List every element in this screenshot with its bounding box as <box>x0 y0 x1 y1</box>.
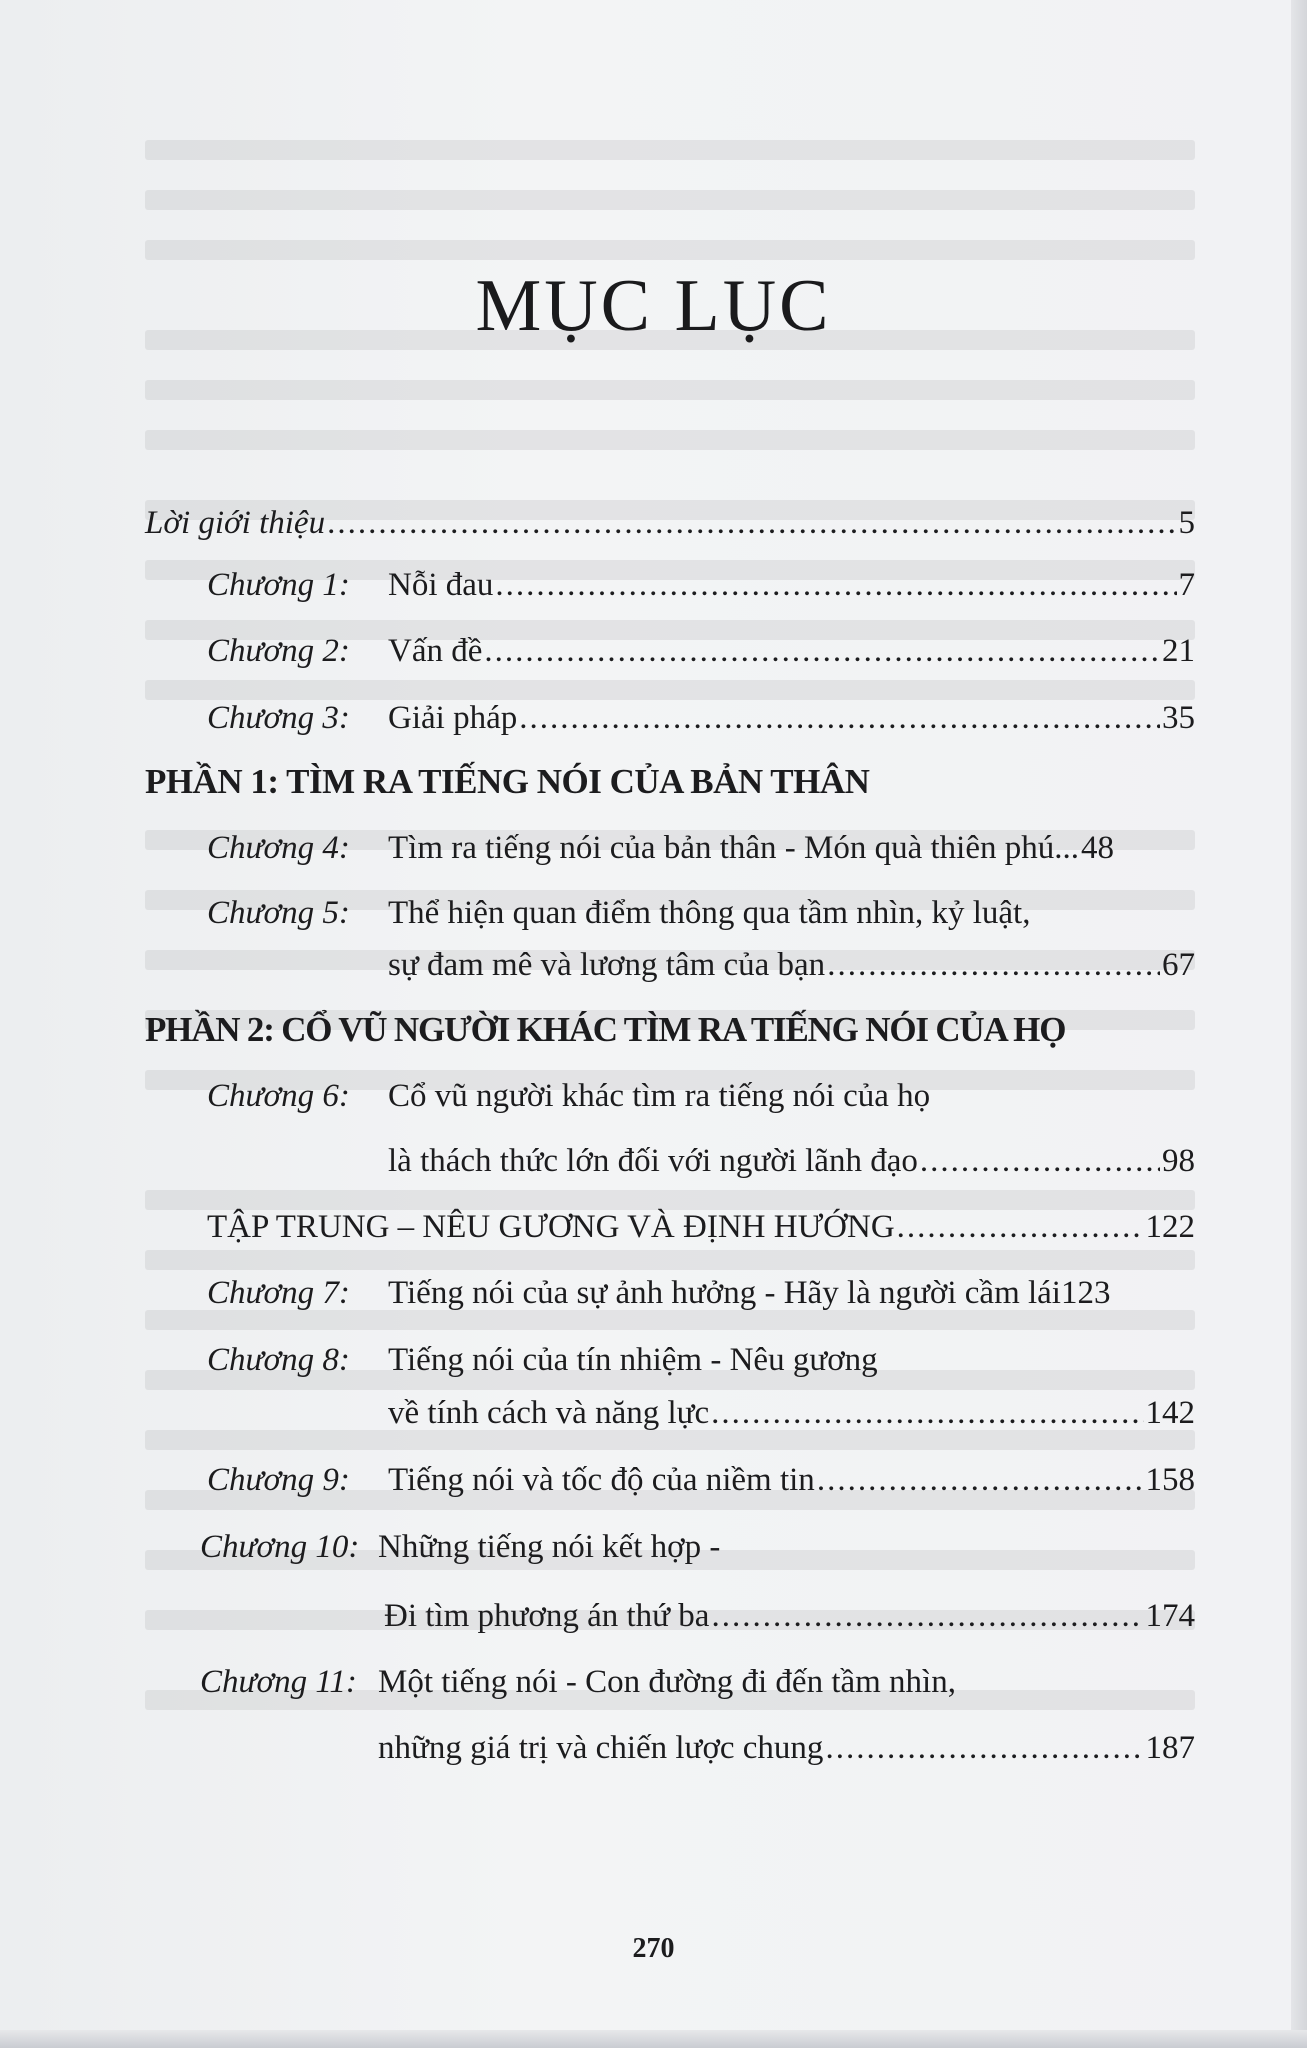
toc-entry-intro <box>145 502 1195 544</box>
toc-entry-line <box>388 1459 1195 1501</box>
part-heading: PHẦN 2: CỔ VŨ NGƯỜI KHÁC TÌM RA TIẾNG NÓI CỦA HỌ <box>145 1010 1066 1049</box>
toc-entry-line <box>388 564 1195 606</box>
chapter-label: Chương 8: <box>207 1342 350 1378</box>
toc-entry <box>145 892 1195 934</box>
toc-title: MỤC LỤC <box>475 265 832 347</box>
section-title: TẬP TRUNG – NÊU GƯƠNG VÀ ĐỊNH HƯỚNG <box>207 1209 895 1245</box>
toc-entry-title: Một tiếng nói - Con đường đi đến tầm nhìn, <box>378 1664 956 1700</box>
toc-entry-title-line2: về tính cách và năng lực <box>388 1395 710 1431</box>
toc-page-number: 187 <box>1145 1730 1195 1766</box>
toc-entry <box>145 1661 1195 1703</box>
toc-entry-title: Những tiếng nói kết hợp - <box>378 1529 721 1565</box>
leader-dots <box>519 697 1160 739</box>
toc-page-number: 123 <box>1060 1275 1111 1311</box>
chapter-label: Chương 6: <box>207 1078 350 1114</box>
toc-entry <box>145 827 1195 869</box>
chapter-label: Chương 10: <box>200 1529 360 1565</box>
page-bottom-edge <box>0 2030 1307 2048</box>
chapter-label: Chương 2: <box>207 633 350 669</box>
toc-entry-line <box>388 630 1195 672</box>
toc-entry-continuation <box>145 1392 1195 1434</box>
toc-entry-line <box>388 1140 1195 1182</box>
leader-dots <box>827 944 1160 986</box>
toc-entry-title: Vấn đề <box>388 633 483 669</box>
toc-entry <box>145 564 1195 606</box>
leader-dots <box>817 1459 1144 1501</box>
chapter-label: Chương 7: <box>207 1275 350 1311</box>
toc-page-number: 98 <box>1162 1143 1195 1179</box>
toc-entry-continuation <box>145 1727 1195 1769</box>
leader-dots <box>711 1595 1143 1637</box>
chapter-label: Chương 5: <box>207 895 350 931</box>
toc-page-number: 5 <box>1178 505 1195 541</box>
toc-entry-title-line2: Đi tìm phương án thứ ba <box>384 1598 710 1634</box>
toc-page-number: 21 <box>1162 633 1195 669</box>
chapter-label: Chương 4: <box>207 830 350 866</box>
toc-entry-title: Nỗi đau <box>388 567 494 603</box>
toc-page-number: 122 <box>1145 1209 1195 1245</box>
toc-section <box>145 1206 1195 1248</box>
toc-entry-line <box>388 827 1195 869</box>
toc-entry-line <box>145 502 1195 544</box>
toc-entry-title: Tiếng nói và tốc độ của niềm tin <box>388 1462 815 1498</box>
toc-entry <box>145 1272 1195 1314</box>
chapter-label: Chương 9: <box>207 1462 350 1498</box>
toc-entry-title: Giải pháp <box>388 700 518 736</box>
toc-entry-title: Tiếng nói của tín nhiệm - Nêu gương <box>388 1342 878 1378</box>
toc-page-number: 142 <box>1145 1395 1195 1431</box>
leader-dots <box>484 630 1160 672</box>
toc-entry-continuation <box>145 1140 1195 1182</box>
toc-entry-line <box>388 944 1195 986</box>
toc-entry-title-line2: sự đam mê và lương tâm của bạn <box>388 947 826 983</box>
toc-page-number: 67 <box>1162 947 1195 983</box>
toc-entry <box>145 1526 1195 1568</box>
leader-dots <box>711 1392 1143 1434</box>
toc-entry-line <box>388 1392 1195 1434</box>
leader-dots <box>327 502 1176 544</box>
toc-entry <box>145 1459 1195 1501</box>
toc-page-number: 158 <box>1145 1462 1195 1498</box>
leader-dots <box>920 1140 1160 1182</box>
toc-page-number: 7 <box>1178 567 1195 603</box>
leader-dots <box>495 564 1176 606</box>
toc-page-number: 48 <box>1081 830 1115 866</box>
toc-page-number: 35 <box>1162 700 1195 736</box>
toc-page-number: 174 <box>1145 1598 1195 1634</box>
toc-entry-line <box>384 1595 1195 1637</box>
toc-entry-title-line2: là thách thức lớn đối với người lãnh đạo <box>388 1143 918 1179</box>
toc-entry <box>145 697 1195 739</box>
chapter-label: Chương 3: <box>207 700 350 736</box>
toc-entry <box>145 1339 1195 1381</box>
toc-entry-line <box>378 1727 1195 1769</box>
leader-dots <box>825 1727 1143 1769</box>
part-heading: PHẦN 1: TÌM RA TIẾNG NÓI CỦA BẢN THÂN <box>145 762 870 801</box>
leader-dots <box>897 1206 1144 1248</box>
chapter-label: Chương 11: <box>200 1664 357 1700</box>
toc-entry <box>145 1075 1195 1117</box>
toc-entry-title: Cổ vũ người khác tìm ra tiếng nói của họ <box>388 1078 931 1114</box>
chapter-label: Chương 1: <box>207 567 350 603</box>
page-number: 270 <box>632 1933 675 1964</box>
toc-entry-line <box>388 697 1195 739</box>
toc-entry-title: Tìm ra tiếng nói của bản thân - Món quà thiên phú... <box>388 830 1080 866</box>
toc-entry-line <box>207 1206 1195 1248</box>
toc-entry-title: Thể hiện quan điểm thông qua tầm nhìn, kỷ luật, <box>388 895 1031 931</box>
toc-entry <box>145 630 1195 672</box>
toc-entry-title: Tiếng nói của sự ảnh hưởng - Hãy là người cầm lái <box>388 1275 1061 1311</box>
toc-entry-continuation <box>145 1595 1195 1637</box>
toc-entry-line <box>388 1272 1195 1314</box>
toc-entry-title: Lời giới thiệu <box>145 505 326 541</box>
toc-entry-title-line2: những giá trị và chiến lược chung <box>378 1730 824 1766</box>
toc-entry-continuation <box>145 944 1195 986</box>
